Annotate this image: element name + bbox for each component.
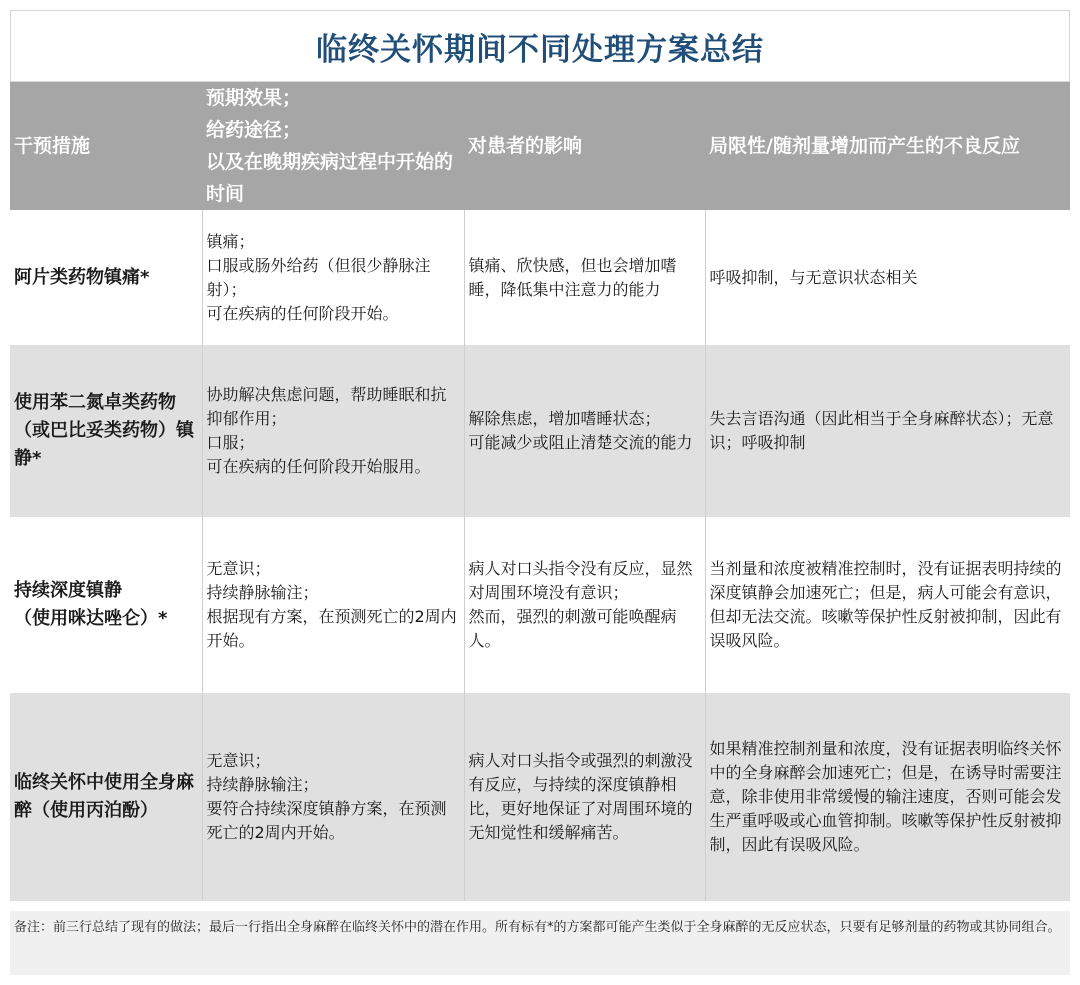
header-intervention: 干预措施 — [10, 82, 202, 210]
header-limitations: 局限性/随剂量增加而产生的不良反应 — [705, 82, 1070, 210]
title-bar — [10, 10, 1070, 82]
row-effect: 协助解决焦虑问题，帮助睡眠和抗抑郁作用； 口服； 可在疾病的任何阶段开始服用。 — [202, 345, 464, 517]
table-row — [10, 517, 1070, 693]
row-intervention: 使用苯二氮卓类药物（或巴比妥类药物）镇静* — [10, 345, 202, 517]
row-effect: 无意识； 持续静脉输注； 要符合持续深度镇静方案，在预测死亡的2周内开始。 — [202, 693, 464, 901]
row-limitation: 当剂量和浓度被精准控制时，没有证据表明持续的深度镇静会加速死亡；但是，病人可能会有意识，但却无法交流。咳嗽等保护性反射被抑制，因此有误吸风险。 — [705, 517, 1070, 693]
row-limitation: 如果精准控制剂量和浓度，没有证据表明临终关怀中的全身麻醉会加速死亡；但是，在诱导时需要注意，除非使用非常缓慢的输注速度，否则可能会发生严重呼吸或心血管抑制。咳嗽等保护性反射被抑制，因此有误吸风险。 — [705, 693, 1070, 901]
row-effect: 镇痛； 口服或肠外给药（但很少静脉注射）； 可在疾病的任何阶段开始。 — [202, 210, 464, 345]
row-impact: 病人对口头指令或强烈的刺激没有反应，与持续的深度镇静相比，更好地保证了对周围环境的无知觉性和缓解痛苦。 — [464, 693, 705, 901]
summary-document — [10, 10, 1070, 975]
table-row — [10, 693, 1070, 901]
row-intervention: 阿片类药物镇痛* — [10, 210, 202, 345]
treatment-summary-table — [10, 82, 1070, 901]
row-impact: 解除焦虑，增加嗜睡状态； 可能减少或阻止清楚交流的能力 — [464, 345, 705, 517]
table-row — [10, 210, 1070, 345]
header-expected-effect: 预期效果； 给药途径； 以及在晚期疾病过程中开始的时间 — [202, 82, 464, 210]
row-effect: 无意识； 持续静脉输注； 根据现有方案，在预测死亡的2周内开始。 — [202, 517, 464, 693]
row-limitation: 呼吸抑制，与无意识状态相关 — [705, 210, 1070, 345]
header-patient-impact: 对患者的影响 — [464, 82, 705, 210]
footnote: 备注：前三行总结了现有的做法；最后一行指出全身麻醉在临终关怀中的潜在作用。所有标有*的方案都可能产生类似于全身麻醉的无反应状态，只要有足够剂量的药物或其协同组合。 — [10, 911, 1070, 975]
row-impact: 镇痛、欣快感，但也会增加嗜睡，降低集中注意力的能力 — [464, 210, 705, 345]
row-intervention: 临终关怀中使用全身麻醉（使用丙泊酚） — [10, 693, 202, 901]
table-header-row — [10, 82, 1070, 210]
row-limitation: 失去言语沟通（因此相当于全身麻醉状态）；无意识；呼吸抑制 — [705, 345, 1070, 517]
row-impact: 病人对口头指令没有反应，显然对周围环境没有意识； 然而，强烈的刺激可能唤醒病人。 — [464, 517, 705, 693]
table-row — [10, 345, 1070, 517]
row-intervention: 持续深度镇静 （使用咪达唑仑）* — [10, 517, 202, 693]
page-title: 临终关怀期间不同处理方案总结 — [316, 31, 764, 68]
